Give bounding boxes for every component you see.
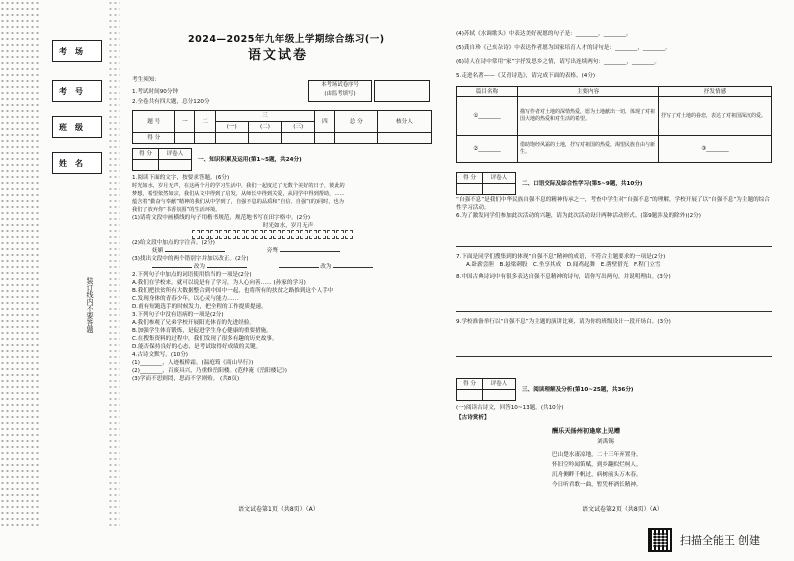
q9-answer-line[interactable] (456, 326, 772, 357)
q7-stem: 7.下面是同学们搜集到的体现“自强不息”精神的成语，不符合主题要求的一项是(2分) (456, 254, 666, 260)
score-cell[interactable] (248, 133, 281, 144)
poem-line: 今日听君歌一曲，暂凭杯酒长精神。 (552, 482, 642, 488)
q1-fix-input-1[interactable] (207, 267, 247, 268)
right-footer: 语文试卷第2页（共8页）（A） (582, 506, 663, 513)
q8-answer-line[interactable] (456, 281, 772, 312)
q1-word-1: 妩媚 (152, 248, 164, 254)
score-sub-1: (一) (215, 122, 248, 133)
q1-text-1: 时光如水，岁月无声，在这两个月的学习生活中，我们一起度过了无数个美好的日子，彼此的 (132, 183, 345, 189)
score-col-1: 一 (175, 111, 195, 133)
q4-1[interactable]: (1)________，人迹板桥霜。(温庭筠《商山早行》) (132, 360, 254, 366)
seat-box-hint: (由监考填写) (324, 91, 356, 97)
q3-option-a[interactable]: A.我们参观了兄弟学校开展阳光体育的先进经验。 (132, 320, 255, 326)
q1-sub2: (2)给文段中加点的字注音。(2分) (132, 240, 215, 246)
score-cell[interactable] (195, 133, 215, 144)
qr-code (648, 528, 672, 552)
q5-col-content: 主要内容 (518, 87, 659, 97)
grader-box-3 (456, 378, 516, 401)
seat-box-label: 本考场试卷序号 (321, 82, 359, 88)
q2-option-b[interactable]: B.我们把扶贫所有大数据整合到中国中一起，也将所有的扶贫之路推到这个人手中 (132, 288, 334, 294)
poem-tag: 【古诗赏析】 (456, 415, 490, 421)
notice-title: 考生须知： (132, 77, 160, 83)
q1-pinyin-input-2[interactable] (280, 251, 340, 252)
field-exam-room[interactable]: 考 场 (52, 40, 102, 62)
r-dictation-6[interactable]: (6)诗人在诗中常用“家”字抒发思乡之情，请写出连续两句：________，________。 (456, 59, 660, 65)
grader-score-cell[interactable] (457, 390, 483, 401)
q6-answer-line[interactable] (456, 220, 772, 247)
q1-text-4: 我们了放弃你“书香氛围”的生活环境。 (132, 207, 221, 213)
q1-pinyin-input-1[interactable] (165, 251, 225, 252)
grader-name-cell[interactable] (158, 160, 191, 171)
score-col-4: 四 (315, 111, 335, 133)
q3-stem: 3.下列句子中没有语病的一项是(2分) (132, 312, 224, 318)
r-dictation-4[interactable]: (4)苏轼《水调歌头》中表达美好祝愿的句子是：________，________。 (456, 31, 632, 37)
score-col-2: 二 (195, 111, 215, 133)
q1-text-3: 蕴含着“勤奋与奉献”精神的我们从中学到了，自强不息的品质和“自信、自强”(的)同时，也为 (132, 199, 344, 205)
notice-1: 1.考试时间90分钟 (132, 89, 179, 95)
q1-sub3: (3)找出文段中的两个错别字并加以改正。(2分) (132, 256, 249, 262)
grader-score-label: 得 分 (133, 149, 159, 160)
right-top-block (456, 30, 772, 80)
score-sub-2: (二) (248, 122, 281, 133)
section2-block (456, 196, 772, 357)
q5-row1-title[interactable]: ①________ (457, 97, 518, 136)
q1-gai-2: 改为 (320, 264, 332, 270)
q1-gai-1: 改为 (193, 264, 205, 270)
grader-name-cell[interactable] (482, 390, 515, 401)
score-col-checker: 核分人 (377, 111, 431, 133)
q4-stem: 4.古诗文默写。(10分) (132, 352, 188, 358)
poem-title: 酬乐天扬州初逢席上见赠 (552, 428, 621, 435)
poem-author: 刘禹锡 (597, 439, 614, 445)
q1-writing-grid[interactable] (192, 230, 444, 239)
q5-row1-feeling: 抒写了对土地的眷恋，表达了对祖国深沉的爱。 (659, 97, 772, 136)
q1-typo-input-1[interactable] (152, 267, 192, 268)
seat-number-box[interactable] (308, 80, 372, 102)
q2-option-c[interactable]: C.发现身体的青春少年，以心灵与能力…… (132, 296, 239, 302)
grader-name-label: 评卷人 (158, 149, 191, 160)
section3-title: 三、阅读理解及分析(第10~25题，共36分) (522, 387, 634, 393)
poem-line: 沉舟侧畔千帆过，病树前头万木春。 (552, 472, 642, 478)
score-sub-3: (三) (282, 122, 315, 133)
q8-stem: 8.中国古典诗词中有很多表达自强不息精神的诗句，请你写出两句，并说明理由。(3分) (456, 274, 671, 280)
cut-line-text: 装订线内不要答题 (86, 277, 94, 333)
q5-row1-content: 描写作者对土地的深情热爱，愿为土地献出一切，体现了对祖国大地的热爱和对生活的希望。 (518, 97, 659, 136)
score-col-3: 三 (215, 111, 315, 122)
q5-table (456, 86, 772, 163)
q6-intro: “自强不息”是我们中华民族自强不息的精神传承之一，考查中学生对“自强不息”的理解，学校开展了以“自强不息”为主题的综合性学习活动。 (456, 197, 770, 211)
q1-typo-input-2[interactable] (279, 267, 319, 268)
q3-option-b[interactable]: B.加强学生体育锻炼，是促进学生身心健康的重要措施。 (132, 328, 272, 334)
score-col-total: 总 分 (335, 111, 377, 133)
grader-name-label: 评卷人 (482, 173, 515, 184)
grader-box-1 (132, 148, 192, 171)
exam-subtitle: 语文试卷 (248, 48, 309, 63)
section2-title: 二、口语交际及综合性学习(第5~9题，共10分) (522, 181, 643, 187)
binding-dots-inner (108, 0, 120, 530)
q2-stem: 2.下列句子中加点的词语使用恰当的一项是(2分) (132, 272, 252, 278)
q5-row2-feeling[interactable]: ③________ (659, 136, 772, 163)
grader-score-label: 得 分 (457, 173, 483, 184)
q5-row2-content: 借助饱经风霜的土地，抒写对祖国的热爱，渴望民族自由与新生。 (518, 136, 659, 163)
poem-line: 巴山楚水凄凉地，二十三年弃置身。 (552, 452, 642, 458)
section3-sub: (一)阅读古诗文，回答10~13题。(共10分) (456, 405, 564, 411)
q9-stem: 9.学校准备举行以“自强不息”为主题的演讲比赛，请为你的班级设计一段开场白。(3分) (456, 319, 671, 325)
grader-name-label: 评卷人 (482, 379, 515, 390)
grader-score-label: 得 分 (457, 379, 483, 390)
binding-strip (0, 0, 112, 530)
grader-score-cell[interactable] (457, 184, 483, 195)
field-exam-number[interactable]: 考 号 (52, 80, 102, 102)
poem-line: 怀旧空吟闻笛赋，到乡翻似烂柯人。 (552, 462, 642, 468)
right-page (452, 0, 774, 530)
score-cell[interactable] (335, 133, 377, 144)
q5-col-title: 篇目名称 (457, 87, 518, 97)
notice-2: 2.全卷共有四大题，总分120分 (132, 99, 210, 105)
q1-word-2: 旁骛 (266, 248, 278, 254)
field-name[interactable]: 姓 名 (52, 152, 102, 174)
q1-text-2: 梦想，希望依然如宗，我们从文中得到了启发，从师长中得到关爱，从同学中得到帮助，…… (132, 191, 345, 197)
scanner-watermark: 扫描全能王 创建 (680, 535, 761, 547)
q1-sub1: (1)请将文段中画横线的句子用楷书规范，规范地书写在田字格中。(2分) (132, 215, 311, 221)
q1-grid-label: 时光如水，岁月无声 (262, 223, 314, 229)
q5-col-feeling: 抒发情感 (659, 87, 772, 97)
left-page (128, 0, 450, 530)
score-cell[interactable] (377, 133, 431, 144)
q7-options[interactable]: A.卧薪尝胆 B.悬梁刺股 C.坐享其成 D.闻鸡起舞 E.凿壁借光 F.程门立雪 (466, 262, 661, 268)
q1-intro: 1.阅读下面的文字，按要求答题。(6分) (132, 175, 230, 181)
score-cell[interactable] (215, 133, 248, 144)
exam-header-title: 2024—2025年九年级上学期综合练习(一) (188, 34, 385, 45)
score-row-label: 得 分 (133, 133, 175, 144)
q5-stem: 5.走进名著——《艾青诗选》，请完成下面的表格。(4分) (456, 73, 596, 79)
q4-2[interactable]: (2)________，百废具兴，乃重修岳阳楼。(范仲淹《岳阳楼记》) (132, 368, 287, 374)
q4-3[interactable]: (3)学而不思则罔，思而不学则殆。 (共8页) (132, 376, 240, 382)
q1-fix-input-2[interactable] (333, 267, 373, 268)
q2-option-a[interactable]: A.我们在学校来，就可以说是有了学习，为人心向善…… (孙家的学习) (132, 280, 306, 286)
q1-block (132, 174, 444, 383)
left-footer: 语文试卷第1页（共8页）（A） (238, 506, 319, 513)
section1-title: 一、知识积累及运用(第1~5题，共24分) (198, 157, 302, 163)
score-cell[interactable] (315, 133, 335, 144)
binding-dots (0, 0, 40, 530)
score-cell[interactable] (175, 133, 195, 144)
q3-option-c[interactable]: C.在搜集资料的过程中，我们发现了很多有趣的历史故事。 (132, 336, 278, 342)
poem-body (552, 450, 642, 490)
q2-option-d[interactable]: D.甫有短跑选手的时候发力，把全程的工作提质提速。 (132, 304, 267, 310)
q3-option-d[interactable]: D.能否保持良好的心态，是考试取得好成绩的关键。 (132, 344, 262, 350)
grader-name-cell[interactable] (482, 184, 515, 195)
grader-score-cell[interactable] (133, 160, 159, 171)
field-class[interactable]: 班 级 (52, 116, 102, 138)
r-dictation-5[interactable]: (5)龚自珍《己亥杂诗》中表达作者愿为国家培育人才的诗句是：________，________。 (456, 45, 671, 51)
score-cell[interactable] (282, 133, 315, 144)
seat-number-input[interactable] (374, 80, 430, 102)
q6-stem: 6.为了激发同学们参加此次活动的兴趣，请为此次活动设计两种活动形式。(第9题涉及的除外)(2分) (456, 213, 701, 219)
score-col-question: 题 号 (133, 111, 175, 133)
grader-box-2 (456, 172, 516, 195)
q5-row2-title[interactable]: ②________ (457, 136, 518, 163)
score-table (132, 110, 432, 144)
